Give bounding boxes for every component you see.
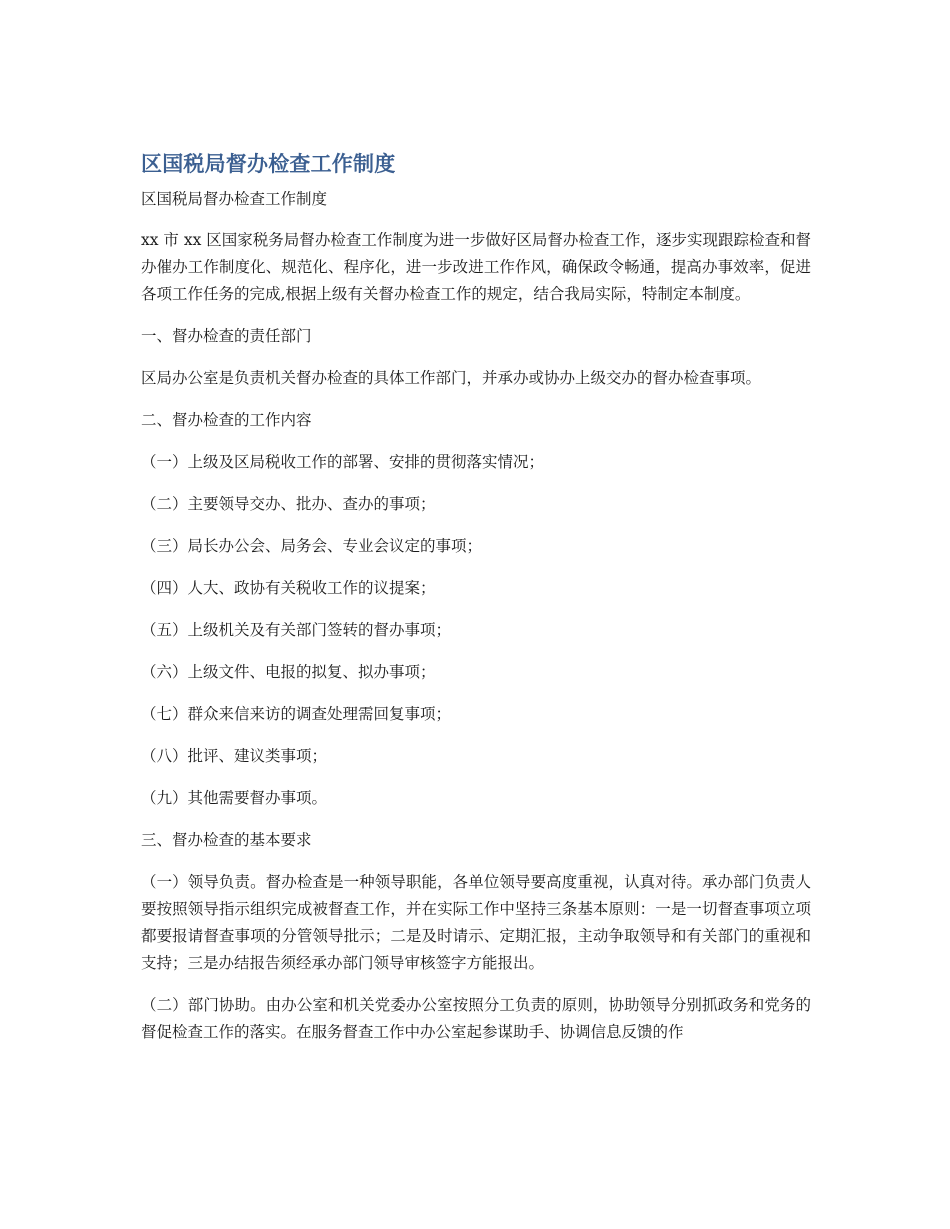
list-item: （九）其他需要督办事项。 — [141, 789, 328, 807]
list-item: （一）上级及区局税收工作的部署、安排的贯彻落实情况； — [141, 453, 545, 471]
list-item: （四）人大、政协有关税收工作的议提案； — [141, 579, 436, 597]
list-item: （六）上级文件、电报的拟复、拟办事项； — [141, 663, 436, 681]
list-item: （二）主要领导交办、批办、查办的事项； — [141, 495, 436, 513]
document-title: 区国税局督办检查工作制度 — [141, 152, 396, 176]
section2-heading: 二、督办检查的工作内容 — [141, 411, 312, 429]
section3-paragraph-2: （二）部门协助。由办公室和机关党委办公室按照分工负责的原则，协助领导分别抓政务和党务的督促检查工作的落实。在服务督查工作中办公室起参谋助手、协调信息反馈的作 — [141, 996, 811, 1041]
intro-paragraph: xx 市 xx 区国家税务局督办检查工作制度为进一步做好区局督办检查工作，逐步实现跟踪检查和督办催办工作制度化、规范化、程序化，进一步改进工作作风，确保政令畅通，提高办事效率，促进各项工作任务的完成,根据上级有关督办检查工作的规定，结合我局实际，特制定本制度。 — [141, 231, 811, 303]
section1-heading: 一、督办检查的责任部门 — [141, 327, 312, 345]
list-item: （三）局长办公会、局务会、专业会议定的事项； — [141, 537, 483, 555]
section3-heading: 三、督办检查的基本要求 — [141, 831, 312, 849]
list-item: （五）上级机关及有关部门签转的督办事项； — [141, 621, 452, 639]
list-item: （八）批评、建议类事项； — [141, 747, 328, 765]
section3-paragraph-1: （一）领导负责。督办检查是一种领导职能，各单位领导要高度重视，认真对待。承办部门负责人要按照领导指示组织完成被督查工作，并在实际工作中坚持三条基本原则：一是一切督查事项立项都要报请督查事项的分管领导批示；二是及时请示、定期汇报，主动争取领导和有关部门的重视和支持；三是办结报告须经承办部门领导审核签字方能报出。 — [141, 873, 811, 972]
list-item: （七）群众来信来访的调查处理需回复事项； — [141, 705, 452, 723]
document-subtitle: 区国税局督办检查工作制度 — [141, 190, 328, 208]
document-page — [141, 148, 811, 1046]
section1-body: 区局办公室是负责机关督办检查的具体工作部门，并承办或协办上级交办的督办检查事项。 — [141, 369, 762, 387]
